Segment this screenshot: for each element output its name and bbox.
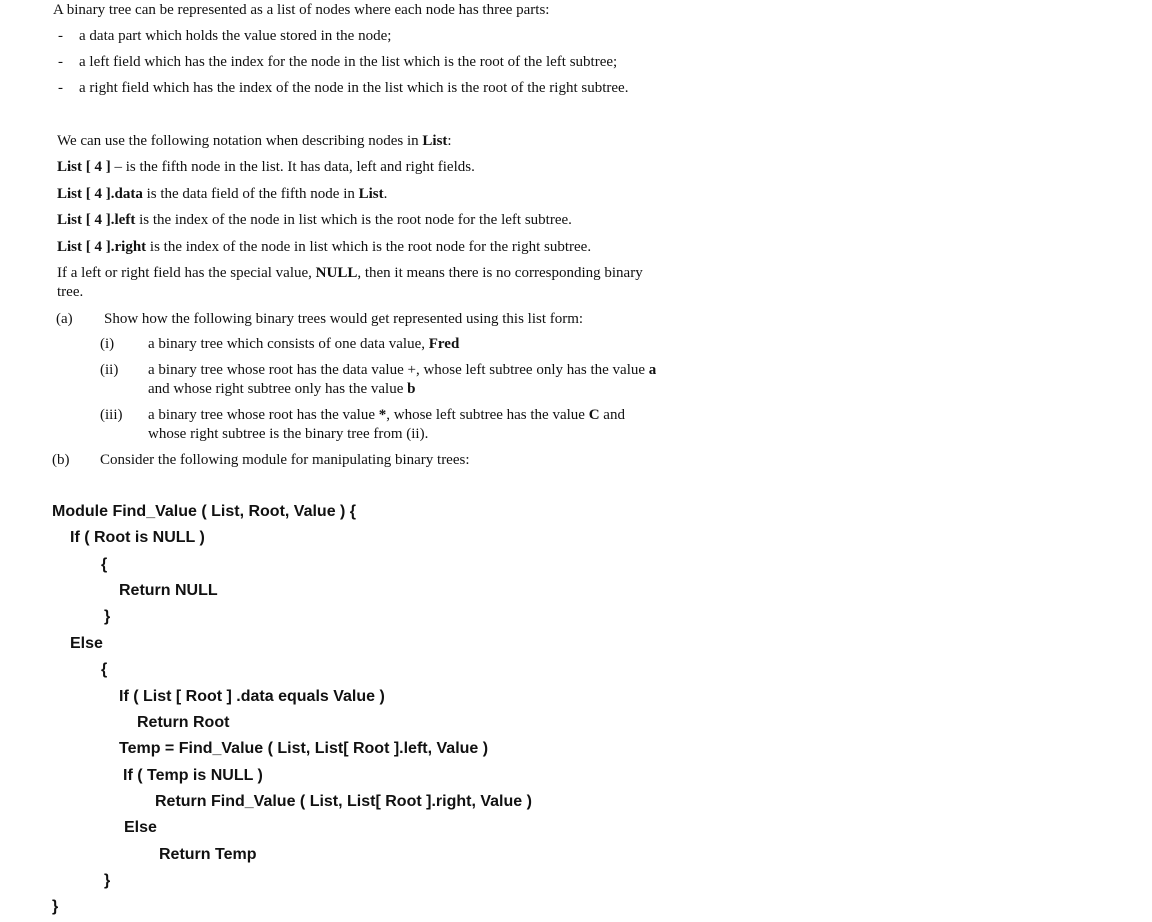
code-line-if-root-null: If ( Root is NULL ) — [70, 529, 205, 546]
part-b-text: Consider the following module for manipulating binary trees: — [100, 452, 470, 468]
bullet-dash: - — [58, 80, 63, 96]
code-line-close-brace: } — [104, 608, 111, 625]
null-note-continued: tree. — [57, 284, 84, 300]
code-line-if-data-equals: If ( List [ Root ] .data equals Value ) — [119, 688, 385, 705]
item-iii-text-continued: whose right subtree is the binary tree from (ii). — [148, 426, 429, 442]
item-ii-text-continued: and whose right subtree only has the value b — [148, 381, 416, 397]
item-iii-text: a binary tree whose root has the value *, whose left subtree has the value C and — [148, 407, 625, 423]
code-line-open-brace: { — [101, 556, 108, 573]
part-a-label: (a) — [56, 311, 73, 327]
notation-line-right: List [ 4 ].right is the index of the node in list which is the root node for the right subtree. — [57, 239, 592, 255]
code-line-open-brace: { — [101, 661, 108, 678]
part-b-label: (b) — [52, 452, 70, 468]
item-ii-label: (ii) — [100, 362, 119, 378]
code-line-module-header: Module Find_Value ( List, Root, Value ) { — [52, 503, 357, 520]
notation-line-left: List [ 4 ].left is the index of the node in list which is the root node for the left subtree. — [57, 212, 572, 228]
intro-line: A binary tree can be represented as a list of nodes where each node has three parts: — [53, 2, 550, 18]
code-line-close-brace: } — [104, 872, 111, 889]
code-line-if-temp-null: If ( Temp is NULL ) — [123, 767, 263, 784]
code-line-return-root: Return Root — [137, 714, 230, 731]
code-line-else-inner: Else — [124, 819, 157, 836]
notation-line-node: List [ 4 ] – is the fifth node in the list. It has data, left and right fields. — [57, 159, 475, 175]
bullet-text-right: a right field which has the index of the node in the list which is the root of the right subtree. — [79, 80, 629, 96]
bullet-text-left: a left field which has the index for the node in the list which is the root of the left subtree; — [79, 54, 618, 70]
notation-line-data: List [ 4 ].data is the data field of the fifth node in List. — [57, 186, 388, 202]
code-line-return-temp: Return Temp — [159, 846, 257, 863]
null-note: If a left or right field has the special value, NULL, then it means there is no corresponding binary — [57, 265, 643, 281]
item-i-text: a binary tree which consists of one data value, Fred — [148, 336, 460, 352]
item-iii-label: (iii) — [100, 407, 123, 423]
notation-intro: We can use the following notation when describing nodes in List: — [57, 133, 452, 149]
part-a-text: Show how the following binary trees would get represented using this list form: — [104, 311, 584, 327]
code-line-return-right: Return Find_Value ( List, List[ Root ].right, Value ) — [155, 793, 532, 810]
bullet-text-data: a data part which holds the value stored in the node; — [79, 28, 392, 44]
code-line-else: Else — [70, 635, 103, 652]
code-line-module-end: } — [52, 898, 59, 915]
item-ii-text: a binary tree whose root has the data value +, whose left subtree only has the value a — [148, 362, 657, 378]
item-i-label: (i) — [100, 336, 115, 352]
code-line-return-null: Return NULL — [119, 582, 218, 599]
code-line-temp-assign: Temp = Find_Value ( List, List[ Root ].left, Value ) — [119, 740, 489, 757]
bullet-dash: - — [58, 28, 63, 44]
bullet-dash: - — [58, 54, 63, 70]
